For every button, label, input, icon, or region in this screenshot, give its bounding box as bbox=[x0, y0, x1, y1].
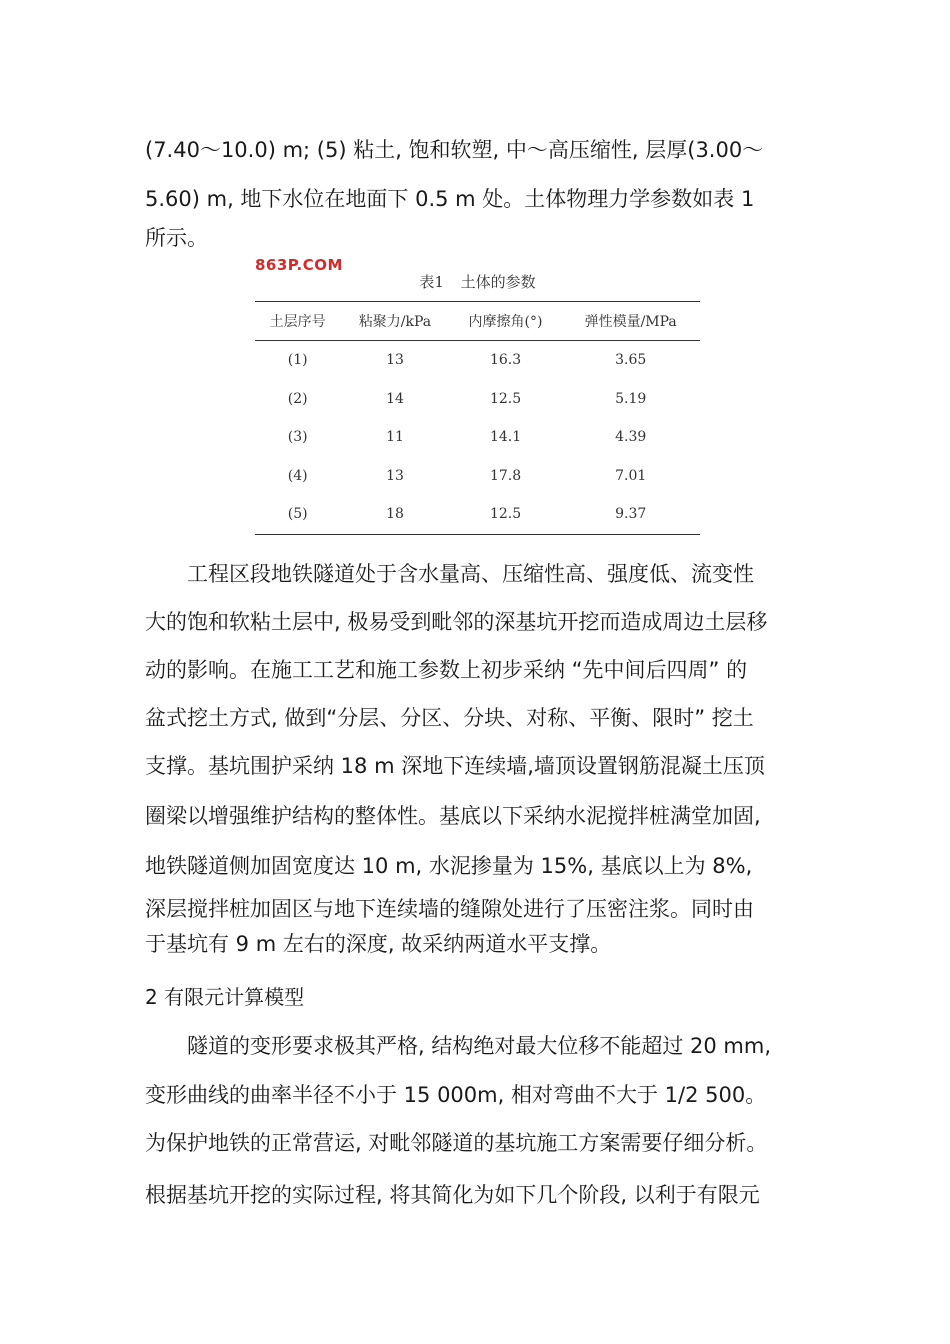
text-line: (7.40～10.0) m; (5) 粘土, 饱和软塑, 中～高压缩性, 层厚(3.00～ bbox=[145, 138, 764, 162]
text-line: 动的影响。在施工工艺和施工参数上初步采纳 “先中间后四周” 的 bbox=[145, 658, 748, 682]
table-cell: 13 bbox=[386, 467, 404, 484]
table-cell: 7.01 bbox=[615, 467, 647, 484]
text-line: 盆式挖土方式, 做到“分层、分区、分块、对称、平衡、限时” 挖土 bbox=[145, 706, 754, 730]
table-caption-label: 表1 bbox=[419, 273, 444, 291]
table-cell: (4) bbox=[287, 467, 308, 484]
text-line: 于基坑有 9 m 左右的深度, 故采纳两道水平支撑。 bbox=[145, 932, 612, 956]
table-cell: (5) bbox=[255, 495, 340, 534]
text-line: 深层搅拌桩加固区与地下连续墙的缝隙处进行了压密注浆。同时由 bbox=[145, 897, 754, 921]
table-row bbox=[255, 457, 700, 496]
table-cell: 5.19 bbox=[615, 390, 647, 407]
section-heading: 2 有限元计算模型 bbox=[145, 985, 305, 1009]
column-header: 内摩擦角(°) bbox=[450, 302, 562, 341]
table-cell: 14 bbox=[386, 390, 404, 407]
table-caption-title: 土体的参数 bbox=[460, 273, 536, 291]
table-row bbox=[255, 341, 700, 380]
table-cell: 12.5 bbox=[450, 495, 562, 534]
text-line: 变形曲线的曲率半径不小于 15 000m, 相对弯曲不大于 1/2 500。 bbox=[145, 1083, 767, 1107]
table-cell: (2) bbox=[287, 390, 308, 407]
column-header: 弹性模量/MPa bbox=[561, 302, 700, 341]
table-cell: 12.5 bbox=[489, 390, 522, 407]
table-header-row bbox=[255, 302, 700, 341]
text-line: 为保护地铁的正常营运, 对毗邻隧道的基坑施工方案需要仔细分析。 bbox=[145, 1131, 768, 1155]
soil-parameters-table bbox=[255, 301, 700, 535]
table-cell: 18 bbox=[340, 495, 449, 534]
table-row bbox=[255, 418, 700, 457]
table-caption bbox=[255, 271, 700, 292]
text-line: 工程区段地铁隧道处于含水量高、压缩性高、强度低、流变性 bbox=[187, 562, 754, 586]
table-cell: 4.39 bbox=[615, 429, 647, 446]
table-row bbox=[255, 380, 700, 419]
table-row bbox=[255, 495, 700, 534]
table-cell: 9.37 bbox=[561, 495, 700, 534]
text-line: 所示。 bbox=[145, 226, 208, 250]
table-cell: 3.65 bbox=[615, 352, 647, 369]
table-cell: 16.3 bbox=[489, 352, 522, 369]
table-cell: (1) bbox=[287, 352, 308, 369]
text-line: 5.60) m, 地下水位在地面下 0.5 m 处。土体物理力学参数如表 1 bbox=[145, 187, 755, 211]
table-cell: 14.1 bbox=[489, 429, 522, 446]
text-line: 支撑。基坑围护采纳 18 m 深地下连续墙,墙顶设置钢筋混凝土压顶 bbox=[145, 754, 765, 778]
text-line: 圈梁以增强维护结构的整体性。基底以下采纳水泥搅拌桩满堂加固, bbox=[145, 804, 761, 828]
table-cell: (3) bbox=[287, 429, 308, 446]
column-header: 粘聚力/kPa bbox=[340, 302, 449, 341]
table-cell: 13 bbox=[386, 352, 404, 369]
table-cell: 11 bbox=[386, 429, 404, 446]
column-header: 土层序号 bbox=[255, 302, 340, 341]
text-line: 隧道的变形要求极其严格, 结构绝对最大位移不能超过 20 mm, bbox=[187, 1034, 772, 1058]
text-line: 根据基坑开挖的实际过程, 将其简化为如下几个阶段, 以利于有限元 bbox=[145, 1183, 760, 1207]
text-line: 地铁隧道侧加固宽度达 10 m, 水泥掺量为 15%, 基底以上为 8%, bbox=[145, 854, 753, 878]
table-cell: 17.8 bbox=[489, 467, 522, 484]
watermark-logo: 863P.COM bbox=[255, 256, 343, 274]
text-line: 大的饱和软粘土层中, 极易受到毗邻的深基坑开挖而造成周边土层移 bbox=[145, 610, 768, 634]
